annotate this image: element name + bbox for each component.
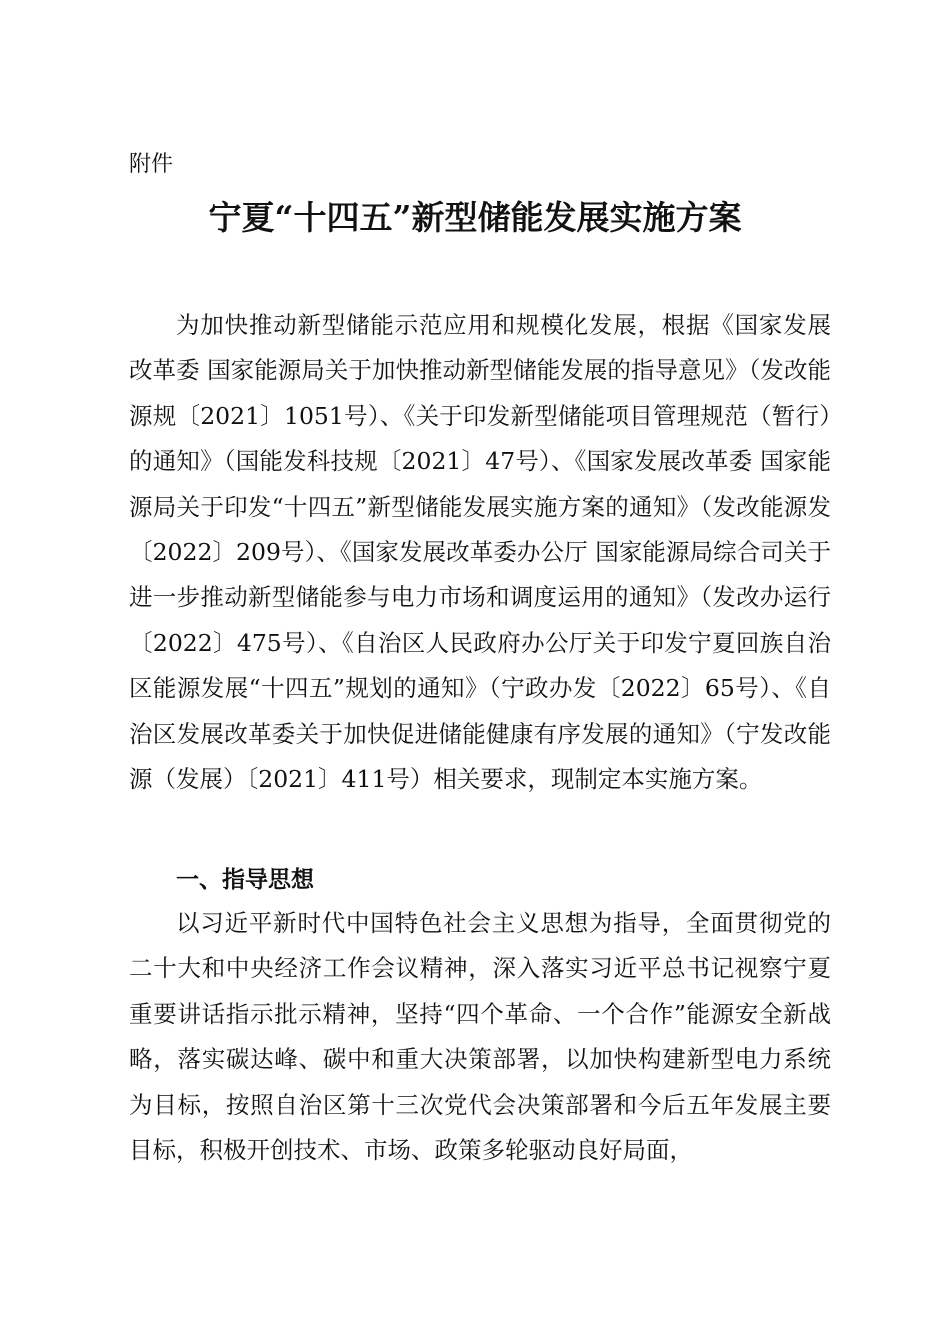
guiding-ideology-paragraph: 以习近平新时代中国特色社会主义思想为指导，全面贯彻党的二十大和中央经济工作会议精神，深入落实习近平总书记视察宁夏重要讲话指示批示精神，坚持“四个革命、一个合作”能源安全新战略，落实碳达峰、碳中和重大决策部署，以加快构建新型电力系统为目标，按照自治区第十三次党代会决策部署和今后五年发展主要目标，积极开创技术、市场、政策多轮驱动良好局面，: [129, 909, 831, 1165]
document-title: 宁夏“十四五”新型储能发展实施方案: [208, 198, 742, 237]
intro-paragraph: 为加快推动新型储能示范应用和规模化发展，根据《国家发展改革委 国家能源局关于加快推动新型储能发展的指导意见》（发改能源规〔2021〕1051号）、《关于印发新型储能项目管理规范（暂行）的通知》（国能发科技规〔2021〕47号）、《国家发展改革委 国家能源局关于印发“十四五”新型储能发展实施方案的通知》（发改能源发〔2022〕209号）、《国家发展改革委办公厅 国家能源局综合司关于进一步推动新型储能参与电力市场和调度运用的通知》（发改办运行〔2022〕475号）、《自治区人民政府办公厅关于印发宁夏回族自治区能源发展“十四五”规划的通知》（宁政办发〔2022〕65号）、《自治区发展改革委关于加快促进储能健康有序发展的通知》（宁发改能源（发展）〔2021〕411号）相关要求，现制定本实施方案。: [129, 311, 831, 794]
section-heading-guiding-ideology: 一、指导思想: [176, 867, 314, 893]
attachment-label: 附件: [129, 152, 174, 177]
